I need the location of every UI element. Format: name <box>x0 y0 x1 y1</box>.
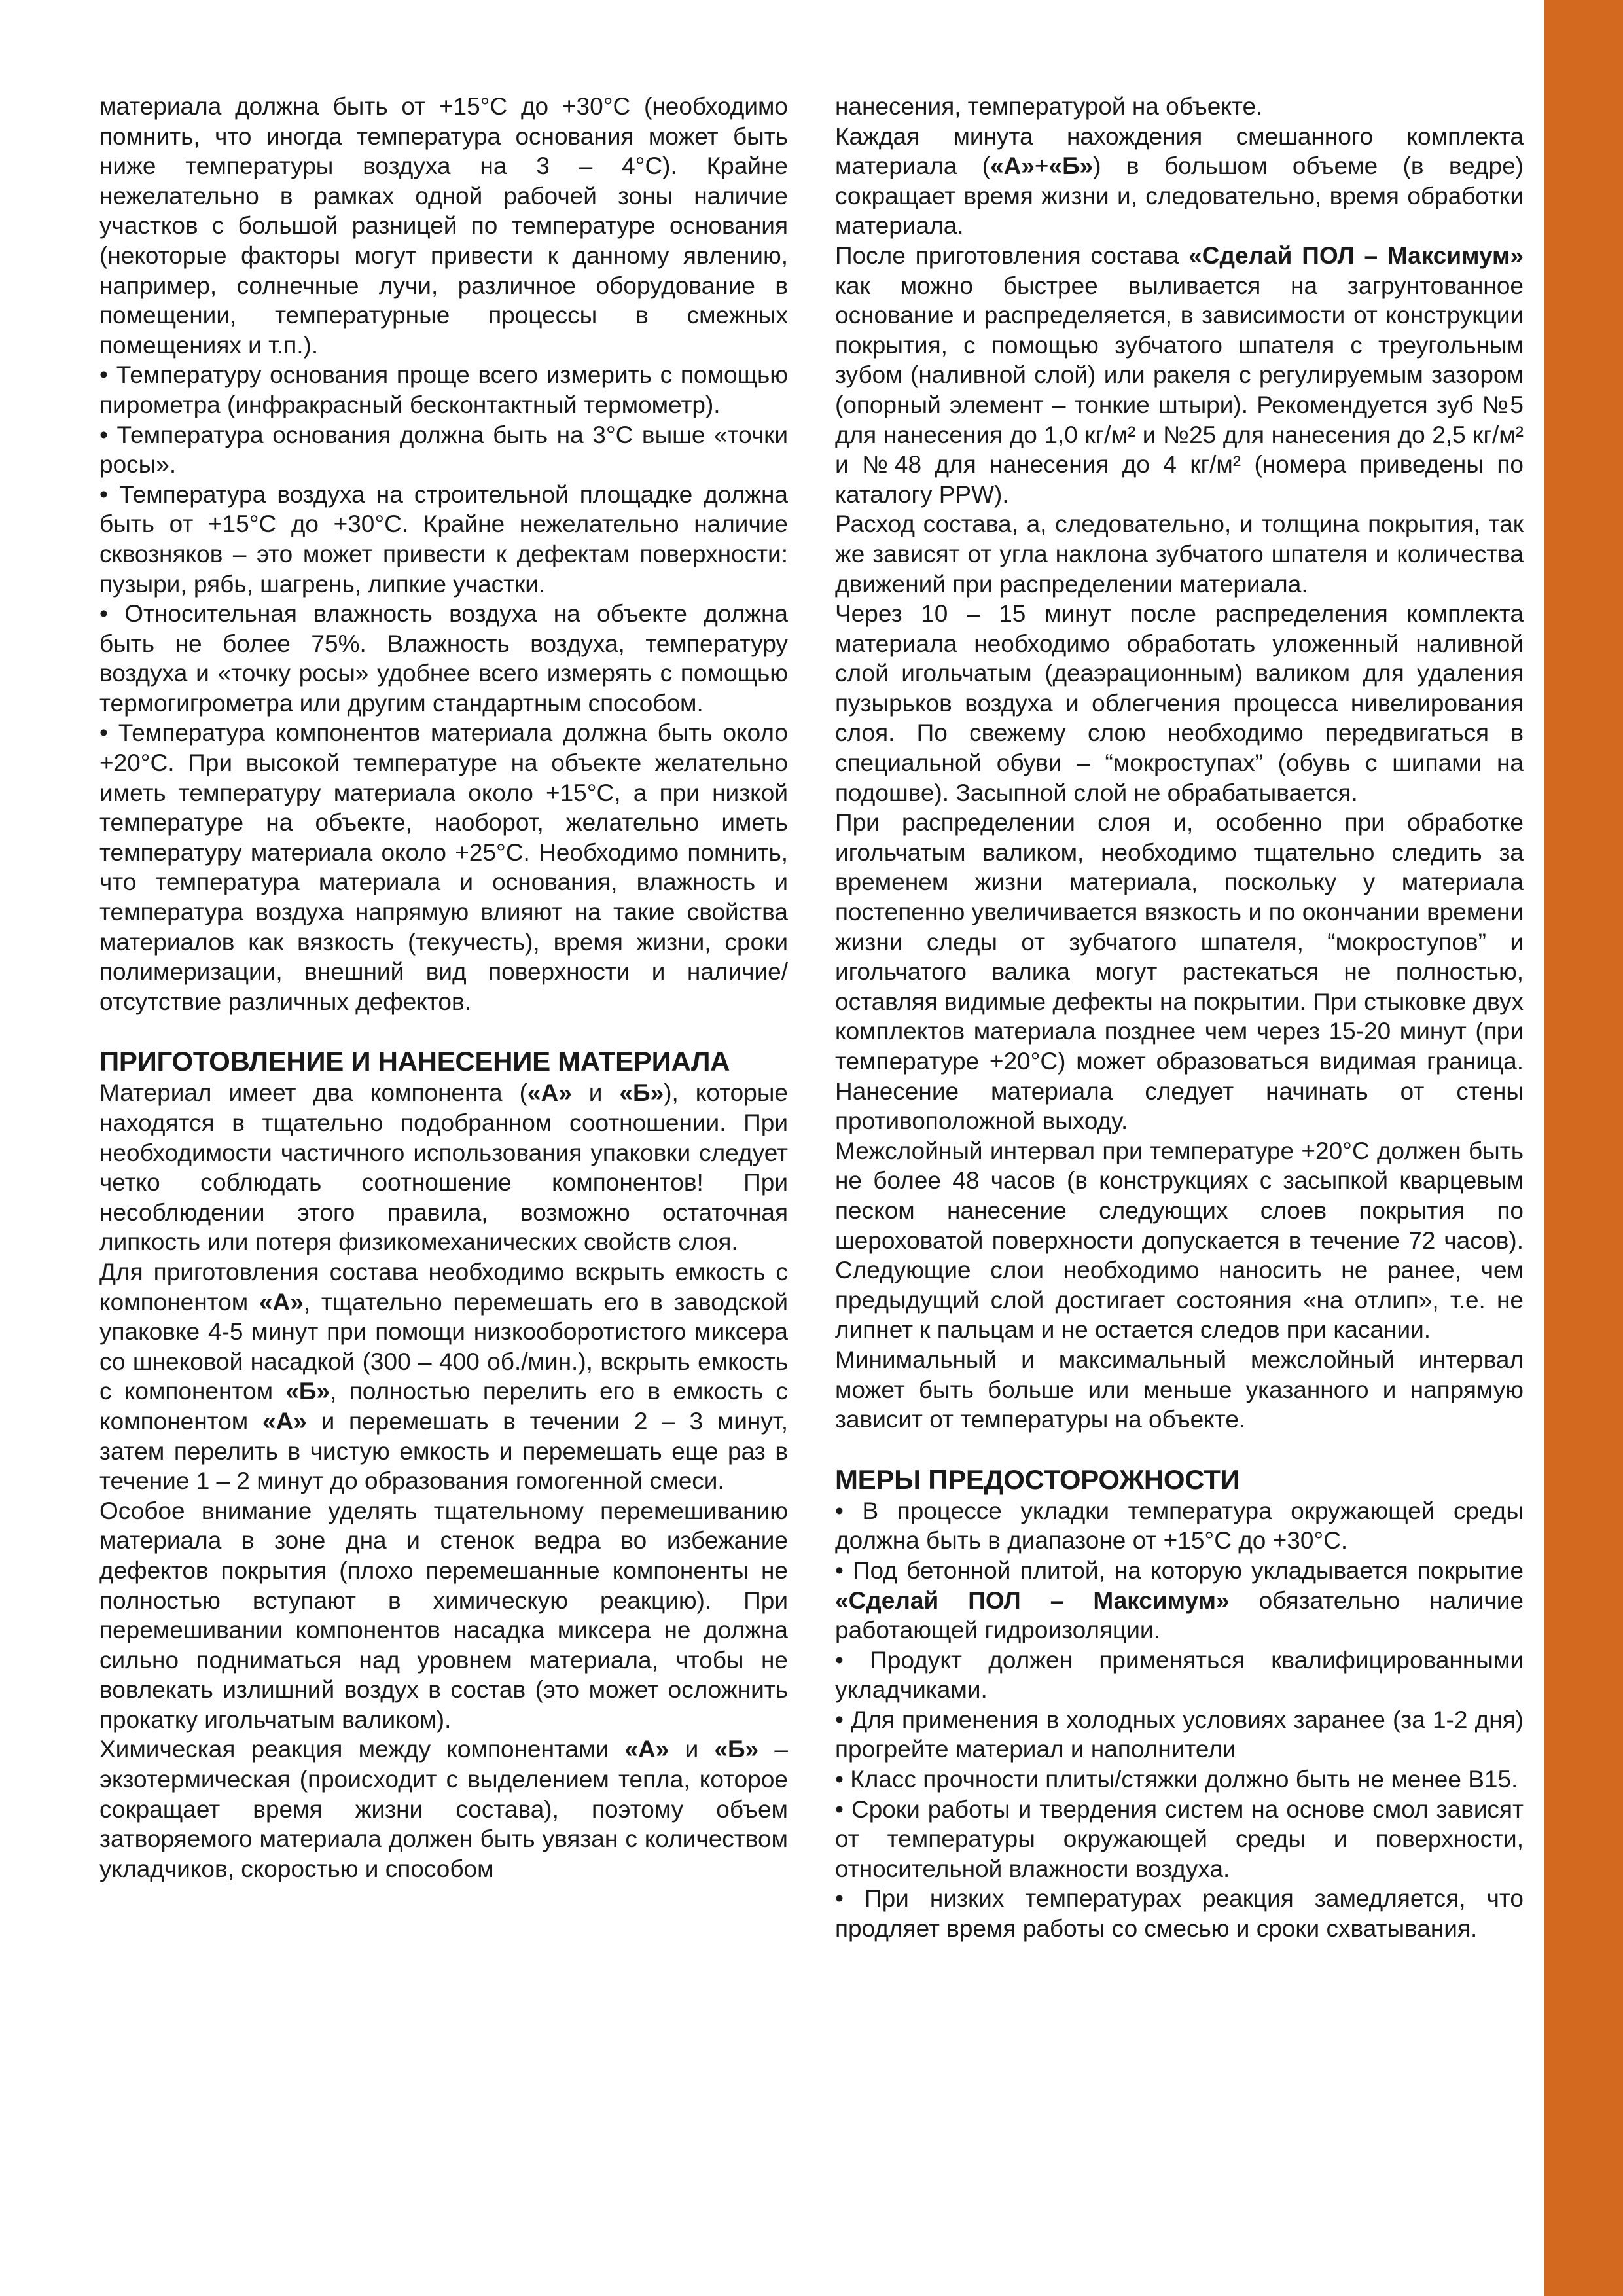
bullet-item: • Температуру основания проще всего измерить с помощью пирометра (инфракрасный бесконтактный термометр). <box>99 361 788 418</box>
left-column <box>99 92 788 1884</box>
paragraph: Минимальный и максимальный межслойный интервал может быть больше или меньше указанного и напрямую зависит от температуры на объекте. <box>835 1346 1524 1433</box>
right-column <box>835 92 1524 1944</box>
bullet-item: • Для применения в холодных условиях заранее (за 1-2 дня) прогрейте материал и наполнители <box>835 1706 1524 1763</box>
bullet-item: • В процессе укладки температура окружающей среды должна быть в диапазоне от +15°С до +30°С. <box>835 1497 1524 1554</box>
spacer <box>99 1016 788 1045</box>
bullet-item: • Продукт должен применяться квалифицированными укладчиками. <box>835 1646 1524 1704</box>
section-heading-precautions: МЕРЫ ПРЕДОСТОРОЖНОСТИ <box>835 1463 1240 1495</box>
paragraph: Через 10 – 15 минут после распределения комплекта материала необходимо обработать уложенный наливной слой игольчатым (деаэрационным) валиком для удаления пузырьков воздуха и облегчения процесса нивелирования слоя. По свежему слою необходимо передвигаться в специальной обуви – “мокроступах” (обувь с шипами на подошве). Засыпной слой не обрабатывается. <box>835 600 1524 806</box>
bullet-item: • Температура компонентов материала должна быть около +20°С. При высокой температуре на объекте желательно иметь температуру материала около +15°С, а при низкой температуре на объекте, наоборот, желательно иметь температуру материала около +25°С. Необходимо помнить, что температура материала и основания, влажность и температура воздуха напрямую влияют на такие свойства материалов как вязкость (текучесть), время жизни, сроки полимеризации, внешний вид поверхности и наличие/отсутствие различных дефектов. <box>99 719 788 1015</box>
paragraph: Химическая реакция между компонентами «А» и «Б» – экзотермическая (происходит с выделением тепла, которое сокращает время жизни состава), поэтому объем затворяемого материала должен быть увязан с количеством укладчиков, скоростью и способом <box>99 1736 789 1882</box>
paragraph: Материал имеет два компонента («А» и «Б»), которые находятся в тщательно подобранном соотношении. При необходимости частичного использования упаковки следует четко соблюдать соотношение компонентов! При несоблюдении этого правила, возможно остаточная липкость или потеря физикомеханических свойств слоя. <box>99 1079 788 1256</box>
paragraph: После приготовления состава «Сделай ПОЛ – Максимум» как можно быстрее выливается на загрунтованное основание и распределяется, в зависимости от конструкции покрытия, с помощью зубчатого шпателя с треугольным зубом (наливной слой) или ракеля с регулируемым зазором (опорный элемент – тонкие штыри). Рекомендуется зуб №5 для нанесения до 1,0 кг/м² и №25 для нанесения до 2,5 кг/м² и №48 для нанесения до 4 кг/м² (номера приведены по каталогу PPW). <box>835 242 1524 508</box>
paragraph: При распределении слоя и, особенно при обработке игольчатым валиком, необходимо тщательно следить за временем жизни материала, поскольку у материала постепенно увеличивается вязкость и по окончании времени жизни следы от зубчатого шпателя, “мокроступов” и игольчатого валика могут растекаться не полностью, оставляя видимые дефекты на покрытии. При стыковке двух комплектов материала позднее чем через 15-20 минут (при температуре +20°С) может образоваться видимая граница. Нанесение материала следует начинать от стены противоположной выходу. <box>835 809 1524 1135</box>
spacer <box>835 1435 1524 1463</box>
bullet-item: • Сроки работы и твердения систем на основе смол зависят от температуры окружающей среды и поверхности, относительной влажности воздуха. <box>835 1795 1524 1882</box>
bullet-item: • Температура воздуха на строительной площадке должна быть от +15°С до +30°С. Крайне нежелательно наличие сквозняков – это может привести к дефектам поверхности: пузыри, рябь, шагрень, липкие участки. <box>99 480 788 598</box>
paragraph: Межслойный интервал при температуре +20°С должен быть не более 48 часов (в конструкциях с засыпкой кварцевым песком нанесение следующих слоев покрытия по шероховатой поверхности допускается в течение 72 часов). Следующие слои необходимо наносить не ранее, чем предыдущий слой достигает состояния «на отлип», т.е. не липнет к пальцам и не остается следов при касании. <box>835 1137 1524 1344</box>
paragraph: Каждая минута нахождения смешанного комплекта материала («А»+«Б») в большом объеме (в ведре) сокращает время жизни и, следовательно, время обработки материала. <box>835 122 1524 240</box>
paragraph: материала должна быть от +15°С до +30°С (необходимо помнить, что иногда температура основания может быть ниже температуры воздуха на 3 – 4°С). Крайне нежелательно в рамках одной рабочей зоны наличие участков с большой разницей по температуре основания (некоторые факторы могут привести к данному явлению, например, солнечные лучи, различное оборудование в помещении, температурные процессы в смежных помещениях и т.п.). <box>99 93 788 359</box>
bullet-item: • Класс прочности плиты/стяжки должно быть не менее В15. <box>835 1766 1518 1793</box>
section-heading-preparation: ПРИГОТОВЛЕНИЕ И НАНЕСЕНИЕ МАТЕРИАЛА <box>99 1046 730 1077</box>
paragraph: нанесения, температурой на объекте. <box>835 93 1263 120</box>
bullet-item: • Температура основания должна быть на 3°С выше «точки росы». <box>99 421 788 478</box>
bullet-item: • Под бетонной плитой, на которую укладывается покрытие «Сделай ПОЛ – Максимум» обязательно наличие работающей гидроизоляции. <box>835 1556 1524 1644</box>
bullet-item: • Относительная влажность воздуха на объекте должна быть не более 75%. Влажность воздуха, температуру воздуха и «точку росы» удобнее всего измерять с помощью термогигрометра или другим стандартным способом. <box>99 600 788 717</box>
paragraph: Особое внимание уделять тщательному перемешиванию материала в зоне дна и стенок ведра во избежание дефектов покрытия (плохо перемешанные компоненты не полностью вступают в химическую реакцию). При перемешивании компонентов насадка миксера не должна сильно подниматься над уровнем материала, чтобы не вовлекать излишний воздух в состав (это может осложнить прокатку игольчатым валиком). <box>99 1497 788 1733</box>
orange-side-bar <box>1544 0 1623 2296</box>
paragraph: Расход состава, а, следовательно, и толщина покрытия, так же зависят от угла наклона зубчатого шпателя и количества движений при распределении материала. <box>835 511 1524 598</box>
paragraph: Для приготовления состава необходимо вскрыть емкость с компонентом «А», тщательно перемешать его в заводской упаковке 4-5 минут при помощи низкооборотистого миксера со шнековой насадкой (300 – 400 об./мин.), вскрыть емкость с компонентом «Б», полностью перелить его в емкость с компонентом «А» и перемешать в течении 2 – 3 минут, затем перелить в чистую емкость и перемешать еще раз в течение 1 – 2 минут до образования гомогенной смеси. <box>99 1258 789 1495</box>
bullet-item: • При низких температурах реакция замедляется, что продляет время работы со смесью и сроки схватывания. <box>835 1885 1524 1943</box>
